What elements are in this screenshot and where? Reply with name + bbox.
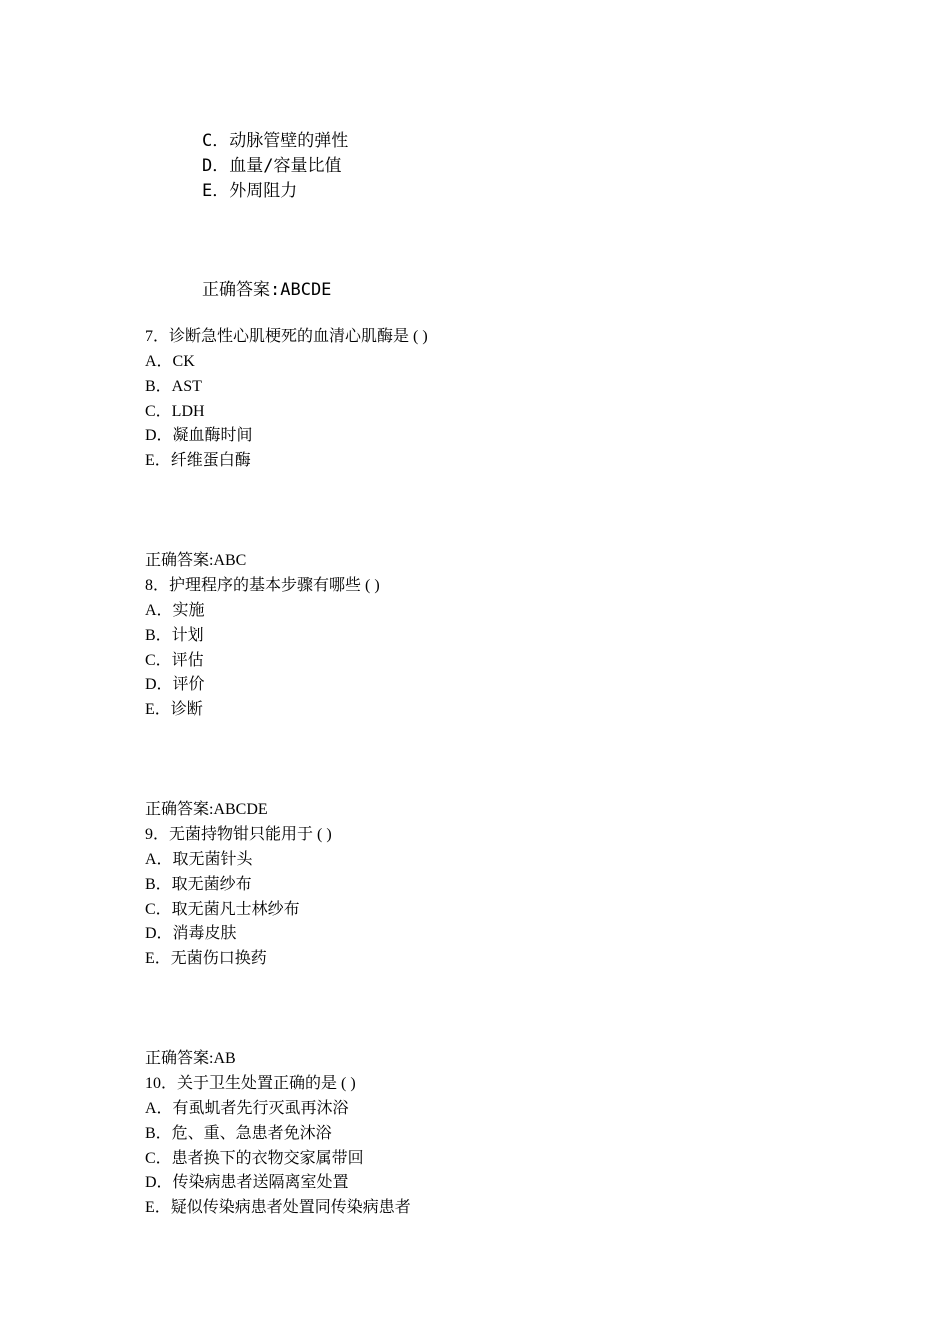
q7-option-e: E．纤维蛋白酶 (145, 452, 251, 469)
q8-option-d: D．评价 (145, 676, 205, 693)
q8-option-a: A．实施 (145, 602, 205, 619)
q9-stem: 9．无菌持物钳只能用于 ( ) (145, 826, 332, 843)
q7-option-a: A．CK (145, 353, 195, 370)
q8-option-e: E．诊断 (145, 701, 203, 718)
q9-option-b: B．取无菌纱布 (145, 876, 252, 893)
q10-option-d: D．传染病患者送隔离室处置 (145, 1174, 349, 1191)
q7-option-d: D．凝血酶时间 (145, 427, 253, 444)
q9-option-c: C．取无菌凡士林纱布 (145, 901, 300, 918)
q8-stem: 8．护理程序的基本步骤有哪些 ( ) (145, 577, 380, 594)
q10-option-a: A．有虱虮者先行灭虱再沐浴 (145, 1100, 349, 1117)
q8-option-c: C．评估 (145, 652, 204, 669)
q9-option-d: D．消毒皮肤 (145, 925, 237, 942)
q7-option-c: C．LDH (145, 403, 205, 420)
q7-stem: 7．诊断急性心肌梗死的血清心肌酶是 ( ) (145, 328, 428, 345)
q6-option-d: D．血量/容量比值 (202, 156, 342, 176)
q8-answer: 正确答案:ABCDE (145, 801, 268, 818)
q9-option-a: A．取无菌针头 (145, 851, 253, 868)
q6-answer: 正确答案:ABCDE (202, 280, 332, 300)
q6-option-e: E．外周阻力 (202, 181, 298, 201)
q10-stem: 10．关于卫生处置正确的是 ( ) (145, 1075, 356, 1092)
q9-answer: 正确答案:AB (145, 1050, 236, 1067)
q10-option-c: C．患者换下的衣物交家属带回 (145, 1150, 364, 1167)
q10-option-b: B．危、重、急患者免沐浴 (145, 1125, 332, 1142)
q6-option-c: C．动脉管壁的弹性 (202, 131, 349, 151)
q8-option-b: B．计划 (145, 627, 204, 644)
q10-option-e: E．疑似传染病患者处置同传染病患者 (145, 1199, 411, 1216)
q7-option-b: B．AST (145, 378, 202, 395)
q7-answer: 正确答案:ABC (145, 552, 247, 569)
q9-option-e: E．无菌伤口换药 (145, 950, 267, 967)
